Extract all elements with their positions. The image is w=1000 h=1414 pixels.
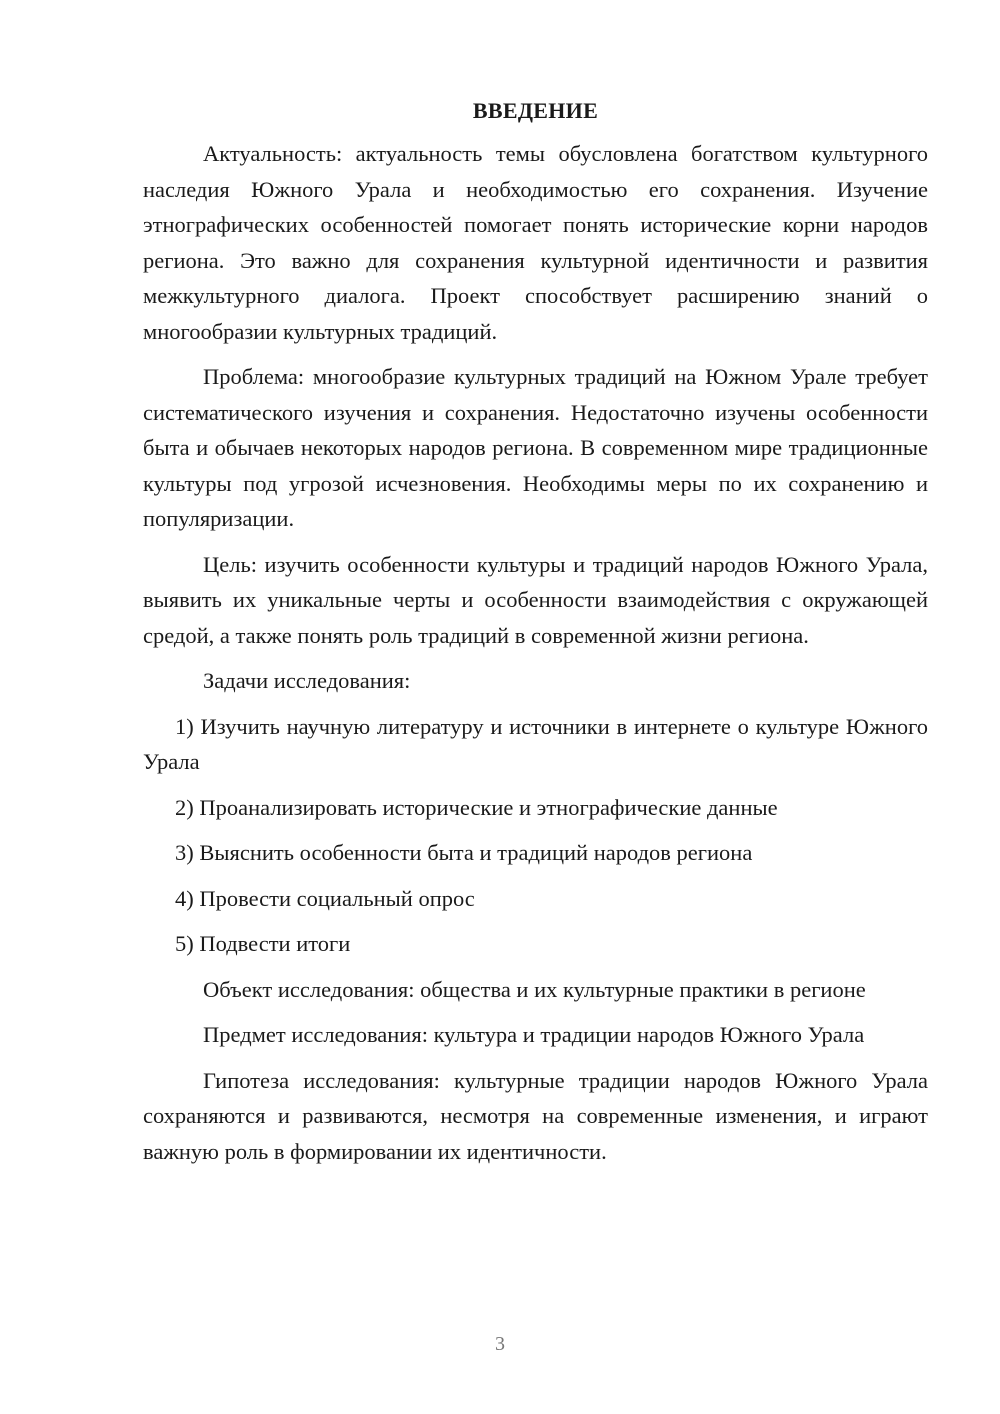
page-title: ВВЕДЕНИЕ bbox=[472, 98, 599, 123]
hypothesis-paragraph: Гипотеза исследования: культурные традиции народов Южного Урала сохраняются и развиваются, несмотря на современные изменения, и играют важную роль в формировании их идентичности. bbox=[143, 1067, 928, 1164]
task-item-4: 4) Провести социальный опрос bbox=[175, 885, 475, 911]
task-item-2: 2) Проанализировать исторические и этнографические данные bbox=[175, 794, 778, 820]
document-page bbox=[143, 96, 928, 1179]
page-number: 3 bbox=[495, 1333, 505, 1355]
object-paragraph: Объект исследования: общества и их культурные практики в регионе bbox=[203, 976, 866, 1002]
subject-paragraph: Предмет исследования: культура и традиции народов Южного Урала bbox=[203, 1022, 865, 1047]
task-item-3: 3) Выяснить особенности быта и традиций народов региона bbox=[175, 840, 753, 865]
relevance-paragraph: Актуальность: актуальность темы обусловлена богатством культурного наследия Южного Урала и необходимостью его сохранения. Изучение этнографических особенностей помогает понять исторические корни народов региона. Это важно для сохранения культурной идентичности и развития межкультурного диалога. Проект способствует расширению знаний о многообразии культурных традиций. bbox=[143, 141, 928, 344]
task-item-5: 5) Подвести итоги bbox=[175, 931, 351, 956]
problem-paragraph: Проблема: многообразие культурных традиций на Южном Урале требует систематического изучения и сохранения. Недостаточно изучены особенности быта и обычаев некоторых народов региона. В современном мире традиционные культуры под угрозой исчезновения. Необходимы меры по их сохранению и популяризации. bbox=[143, 364, 928, 531]
task-item-1: 1) Изучить научную литературу и источники в интернете о культуре Южного Урала bbox=[143, 713, 928, 774]
tasks-heading: Задачи исследования: bbox=[203, 668, 411, 693]
goal-paragraph: Цель: изучить особенности культуры и традиций народов Южного Урала, выявить их уникальные черты и особенности взаимодействия с окружающей средой, а также понять роль традиций в современной жизни региона. bbox=[143, 551, 928, 648]
